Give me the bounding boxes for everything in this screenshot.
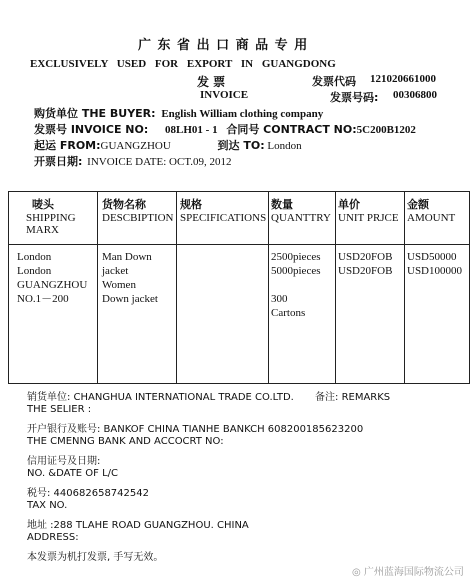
header-en: SHIPPING bbox=[26, 212, 76, 224]
seller-row bbox=[27, 388, 390, 403]
header-amount bbox=[407, 196, 455, 224]
table-right-border bbox=[469, 191, 470, 383]
date-value: INVOICE DATE: OCT.09, 2012 bbox=[87, 156, 232, 168]
cell-line: USD20FOB bbox=[338, 265, 393, 277]
machine-printed-note: 本发票为机打发票, 手写无效。 bbox=[27, 552, 164, 563]
contract-label: 合同号 CONTRACT NO: bbox=[226, 123, 357, 136]
cell-line: USD100000 bbox=[407, 265, 463, 277]
invoice-number-label: 发票号码: bbox=[330, 91, 379, 104]
description-cell bbox=[102, 250, 158, 306]
column-divider bbox=[404, 191, 405, 383]
header-specifications bbox=[180, 196, 266, 224]
header-cn: 货物名称 bbox=[102, 198, 146, 211]
invoice-no-label: 发票号 INVOICE NO: bbox=[34, 123, 149, 136]
cell-line: Cartons bbox=[271, 307, 306, 319]
from-label: 起运 FROM: bbox=[34, 139, 101, 152]
cell-line: jacket bbox=[102, 265, 129, 277]
header-en: AMOUNT bbox=[407, 212, 456, 224]
header-cn: 唛头 bbox=[32, 198, 54, 211]
to-value: London bbox=[267, 140, 302, 152]
header-cn: 规格 bbox=[180, 198, 202, 211]
invoice-label: INVOICE bbox=[200, 89, 249, 101]
column-divider bbox=[335, 191, 336, 383]
header-unit-price bbox=[338, 196, 399, 224]
invoice-no-row bbox=[34, 121, 416, 137]
cell-line: 5000pieces bbox=[271, 265, 321, 277]
invoice-number-value: 00306800 bbox=[393, 89, 437, 101]
buyer-value: English William clothing company bbox=[161, 108, 324, 120]
invoice-no-value: 08LH01 - 1 bbox=[165, 124, 218, 136]
header-en: QUANTTRY bbox=[271, 212, 331, 224]
header-en: UNIT PRJCE bbox=[338, 212, 399, 224]
the-seller-label: THE SELIER : bbox=[27, 404, 92, 415]
watermark-icon: ◎ bbox=[352, 567, 361, 578]
table-top-border bbox=[8, 191, 470, 192]
lc-chinese-label: 信用证号及日期: bbox=[27, 456, 101, 467]
cell-line: London bbox=[17, 265, 52, 277]
header-cn: 数量 bbox=[271, 198, 293, 211]
cell-line: 300 bbox=[271, 293, 288, 305]
remarks-label: 备注: REMARKS bbox=[315, 392, 391, 403]
cell-line bbox=[271, 278, 320, 292]
column-divider bbox=[97, 191, 98, 383]
bank-english-label: THE CMENNG BANK AND ACCOCRT NO: bbox=[27, 436, 224, 447]
tax-english-label: TAX NO. bbox=[27, 500, 68, 511]
buyer-row bbox=[34, 105, 323, 121]
cell-line: USD50000 bbox=[407, 251, 457, 263]
shipping-marks-cell bbox=[17, 250, 87, 306]
from-value: GUANGZHOU bbox=[100, 140, 171, 152]
header-cn: 金额 bbox=[407, 198, 429, 211]
header-en: SPECIFICATIONS bbox=[180, 212, 267, 224]
header-cn: 单价 bbox=[338, 198, 360, 211]
bank-account-row: 开户银行及账号: BANKOF CHINA TIANHE BANKCH 608200185623200 bbox=[27, 424, 364, 435]
cell-line: NO.1－200 bbox=[17, 293, 69, 305]
watermark-logo bbox=[352, 563, 464, 578]
quantity-cell bbox=[271, 250, 320, 320]
route-row bbox=[34, 137, 302, 153]
fapiao-label: 发 票 bbox=[197, 75, 226, 89]
buyer-label: 购货单位 THE BUYER: bbox=[34, 107, 156, 120]
header-en: DESCBIPTION bbox=[102, 212, 174, 224]
date-label: 开票日期: bbox=[34, 155, 83, 168]
table-header-divider bbox=[8, 244, 470, 245]
column-divider bbox=[268, 191, 269, 383]
lc-english-label: NO. &DATE OF L/C bbox=[27, 468, 119, 479]
cell-line: London bbox=[17, 251, 52, 263]
cell-line: 2500pieces bbox=[271, 251, 321, 263]
watermark-text: 广州蓝海国际物流公司 bbox=[363, 567, 464, 578]
address-row: 地址 :288 TLAHE ROAD GUANGZHOU. CHINA bbox=[27, 520, 249, 531]
invoice-code-label: 发票代码 bbox=[312, 75, 356, 88]
address-english-label: ADDRESS: bbox=[27, 532, 79, 543]
unit-price-cell bbox=[338, 250, 392, 278]
header-en: MARX bbox=[26, 224, 60, 236]
seller-label: 销货单位: CHANGHUA INTERNATIONAL TRADE CO.LTD. bbox=[27, 392, 294, 403]
exclusively-used-line: EXCLUSIVELY USED FOR EXPORT IN GUANGDONG bbox=[30, 58, 336, 70]
invoice-code-value: 121020661000 bbox=[370, 73, 436, 85]
cell-line: Down jacket bbox=[102, 293, 158, 305]
cell-line: USD20FOB bbox=[338, 251, 393, 263]
amount-cell bbox=[407, 250, 462, 278]
cell-line: GUANGZHOU bbox=[17, 279, 88, 291]
form-title-chinese: 广 东 省 出 口 商 品 专 用 bbox=[138, 38, 309, 53]
header-quantity bbox=[271, 196, 331, 224]
header-description bbox=[102, 196, 174, 224]
contract-value: 5C200B1202 bbox=[356, 124, 416, 136]
header-shipping-marks bbox=[26, 196, 76, 236]
tax-number-row: 税号: 440682658742542 bbox=[27, 488, 149, 499]
date-row bbox=[34, 153, 231, 169]
column-divider bbox=[176, 191, 177, 383]
table-left-border bbox=[8, 191, 9, 383]
cell-line: Man Down bbox=[102, 251, 152, 263]
to-label: 到达 TO: bbox=[217, 139, 265, 152]
table-bottom-border bbox=[8, 383, 470, 384]
cell-line: Women bbox=[102, 279, 136, 291]
